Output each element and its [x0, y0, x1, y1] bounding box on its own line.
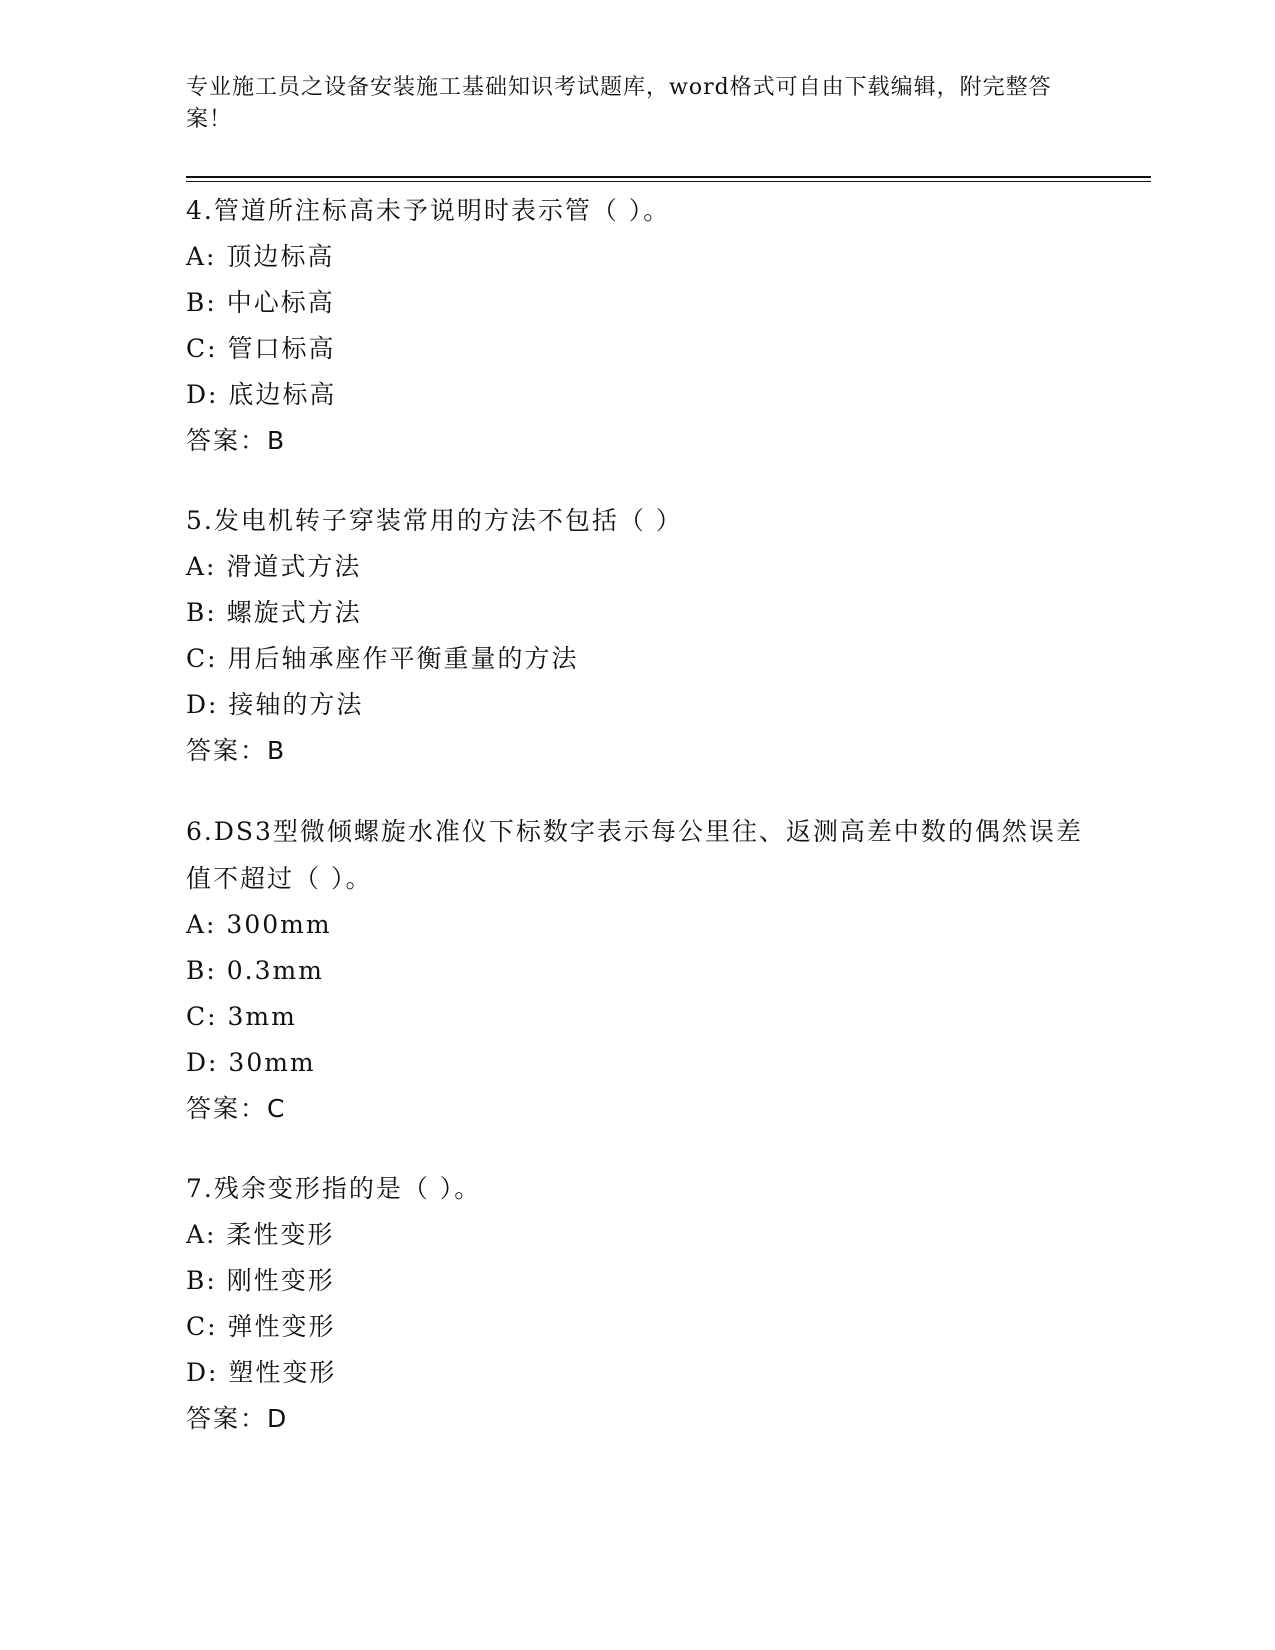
option-c: C: 弹性变形 [186, 1312, 336, 1341]
option-d: D: 30mm [186, 1048, 316, 1077]
option-c: C: 用后轴承座作平衡重量的方法 [186, 644, 579, 673]
question-5 [186, 498, 1086, 774]
option-c: C: 管口标高 [186, 334, 336, 363]
option-a: A: 300mm [186, 910, 332, 939]
question-text: 4.管道所注标高未予说明时表示管（ ）。 [186, 196, 671, 225]
option-b: B: 螺旋式方法 [186, 598, 362, 627]
option-d: D: 接轴的方法 [186, 690, 364, 719]
header-double-rule [186, 176, 1151, 182]
option-d: D: 塑性变形 [186, 1358, 337, 1387]
document-header: 专业施工员之设备安装施工基础知识考试题库，word格式可自由下载编辑，附完整答案！ [186, 75, 1052, 132]
option-b: B: 刚性变形 [186, 1266, 335, 1295]
option-a: A: 滑道式方法 [186, 552, 362, 581]
option-c: C: 3mm [186, 1002, 297, 1031]
question-6 [186, 808, 1086, 1132]
question-7 [186, 1166, 1086, 1442]
question-list [186, 188, 1086, 1476]
option-b: B: 中心标高 [186, 288, 335, 317]
question-text: 6.DS3型微倾螺旋水准仪下标数字表示每公里往、返测高差中数的偶然误差值不超过（ ）。 [186, 817, 1083, 893]
question-text: 5.发电机转子穿装常用的方法不包括（ ） [186, 506, 683, 535]
option-a: A: 柔性变形 [186, 1220, 335, 1249]
answer: 答案：D [186, 1404, 289, 1433]
answer: 答案：C [186, 1094, 287, 1123]
question-4 [186, 188, 1086, 464]
option-b: B: 0.3mm [186, 956, 324, 985]
option-a: A: 顶边标高 [186, 242, 335, 271]
answer: 答案：B [186, 426, 287, 455]
answer: 答案：B [186, 736, 287, 765]
question-text: 7.残余变形指的是（ ）。 [186, 1174, 482, 1203]
option-d: D: 底边标高 [186, 380, 337, 409]
